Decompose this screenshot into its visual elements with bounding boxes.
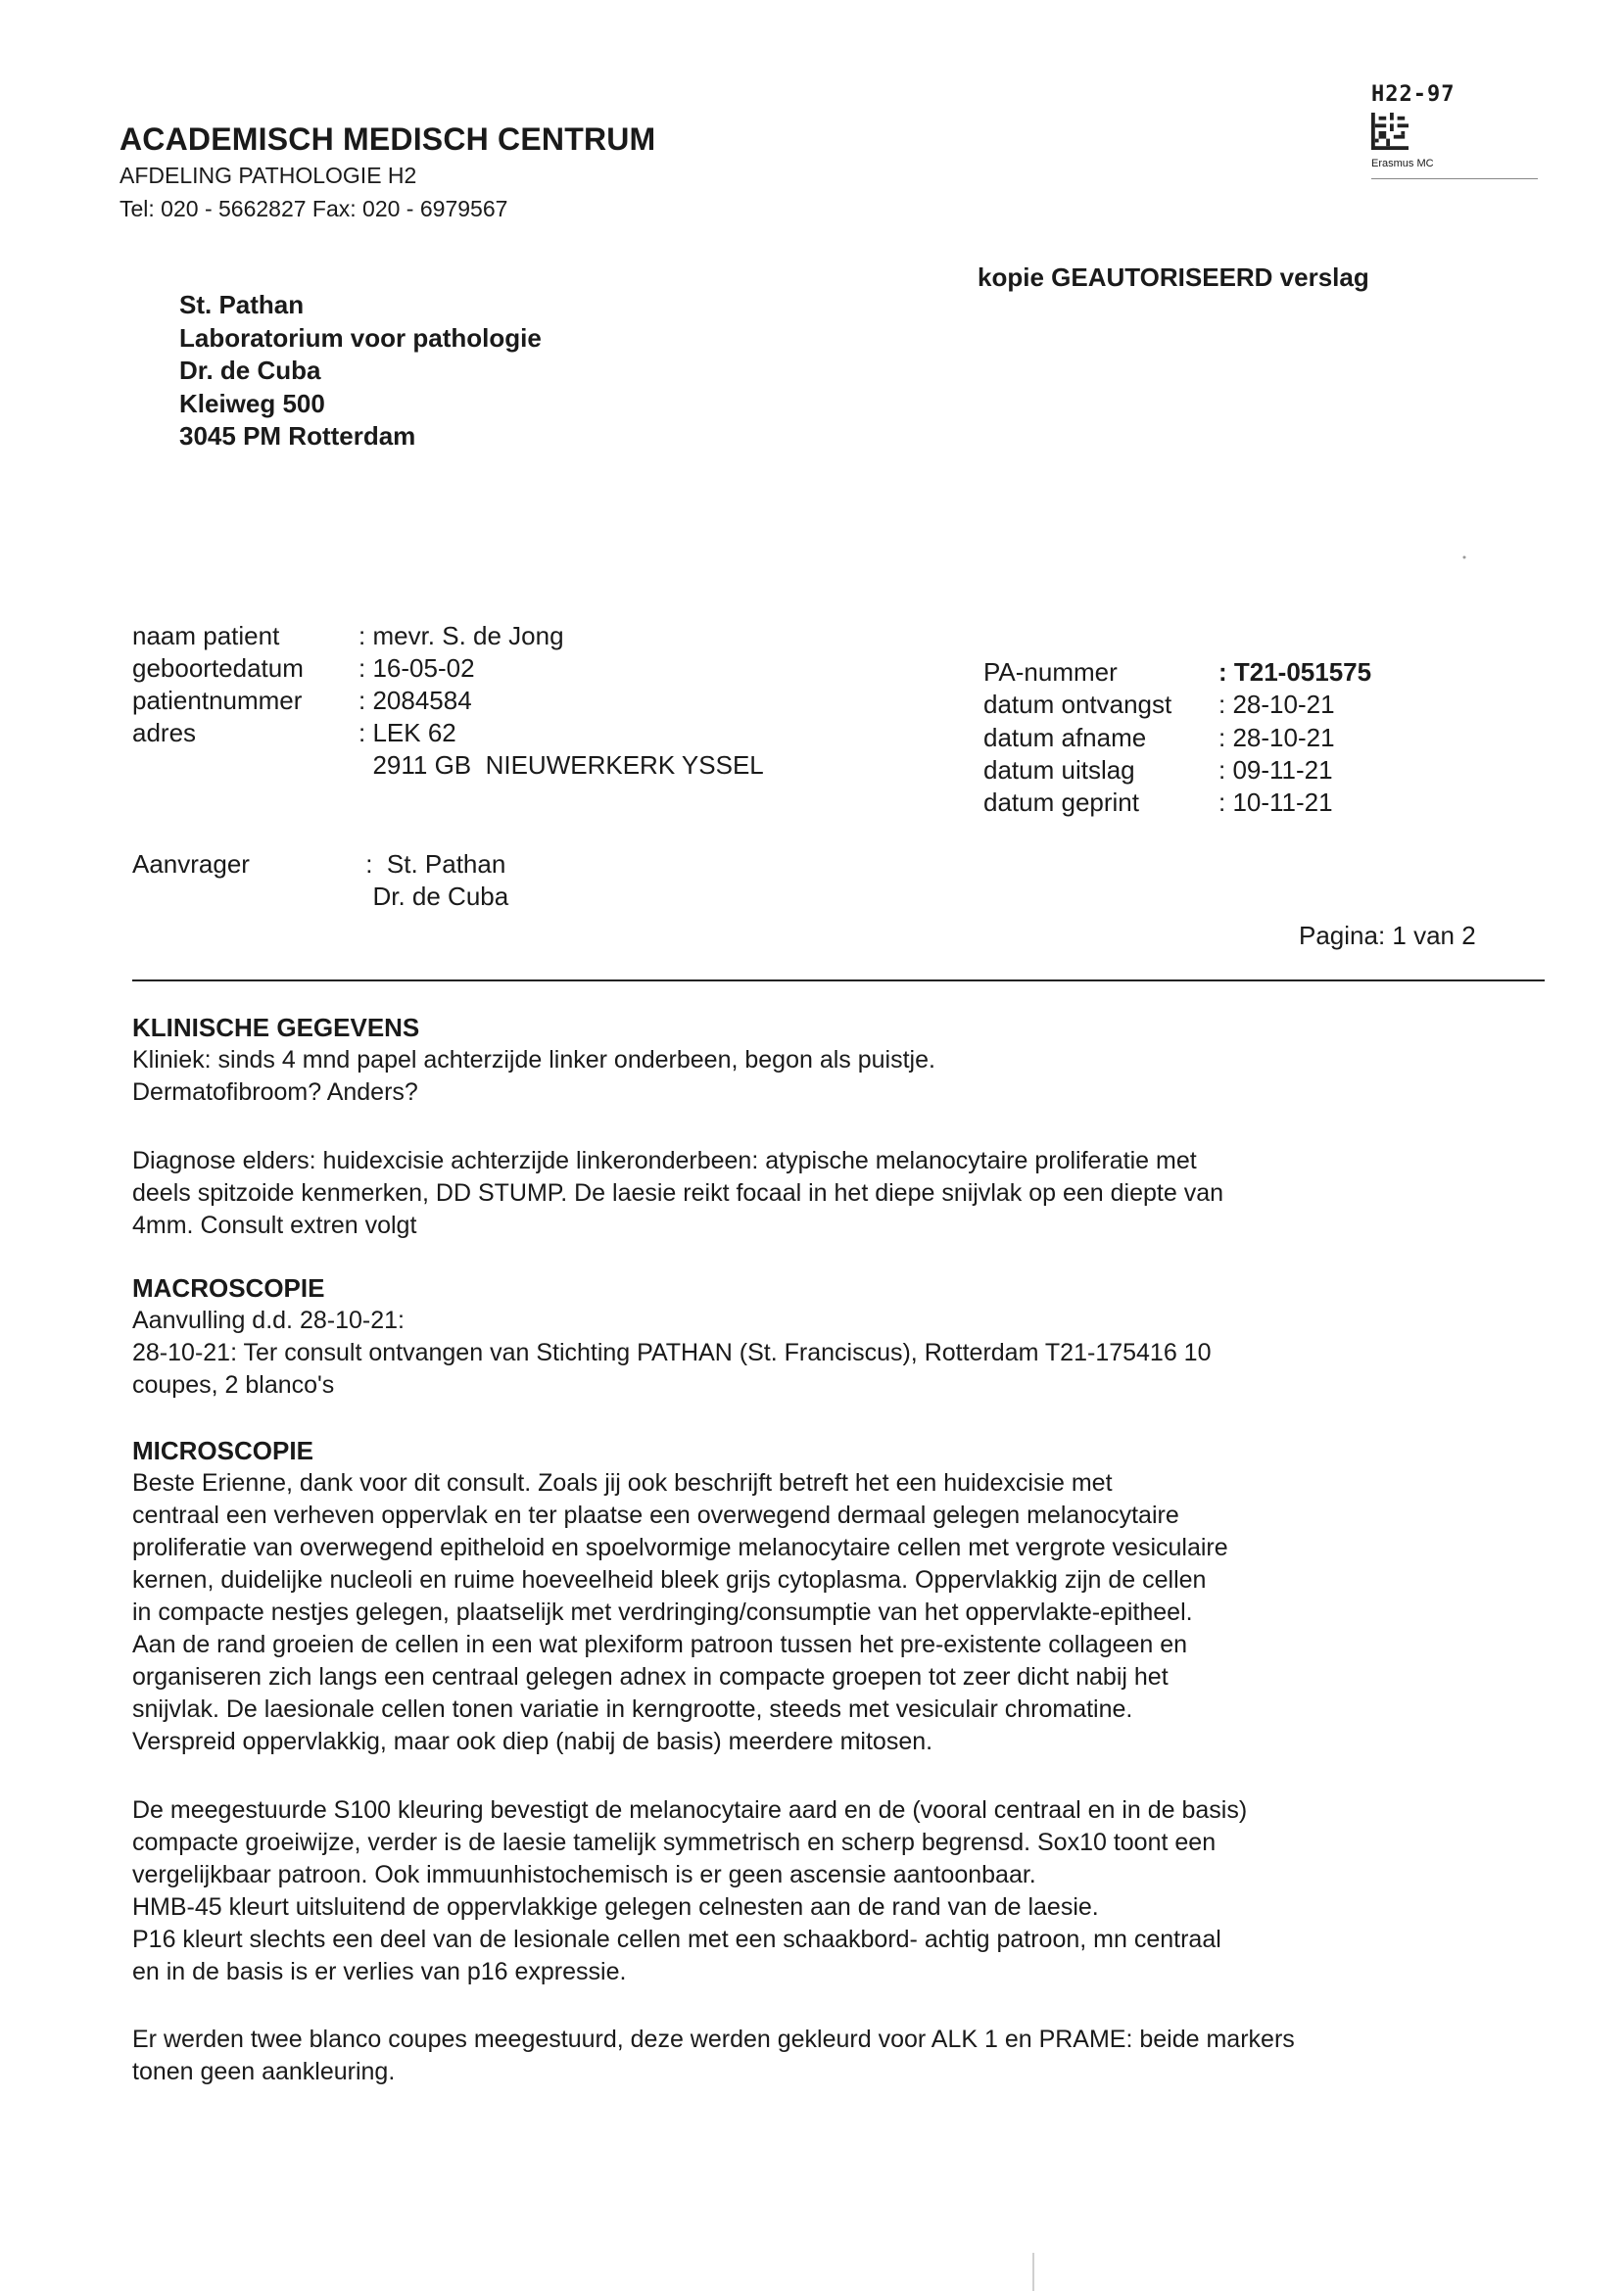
microscopy-text: Er werden twee blanco coupes meegestuurd, deze werden gekleurd voor ALK 1 en PRAME: beide markers tonen geen aankleuring. xyxy=(132,2026,1295,2085)
diagnosis-text: Diagnose elders: huidexcisie achterzijde linkeronderbeen: atypische melanocytaire proliferatie met deels spitzoide kenmerken, DD STUMP. De laesie reikt focaal in het diepe snijvlak op een diepte van 4mm. Consult extren volgt xyxy=(132,1147,1224,1239)
barcode-label: Erasmus MC xyxy=(1371,158,1434,169)
result-date-value: : 09-11-21 xyxy=(1218,755,1333,785)
barcode-divider xyxy=(1371,178,1538,179)
dob-value: : 16-05-02 xyxy=(358,653,475,683)
recipient-line: Dr. de Cuba xyxy=(179,356,321,385)
institution-name: ACADEMISCH MEDISCH CENTRUM xyxy=(119,121,656,157)
printed-date-value: : 10-11-21 xyxy=(1218,788,1333,817)
report-status: kopie GEAUTORISEERD verslag xyxy=(978,263,1369,292)
requester-value: : St. Pathan xyxy=(358,849,506,879)
result-date-label: datum uitslag xyxy=(983,755,1135,785)
header-divider xyxy=(132,979,1545,981)
barcode-sticker xyxy=(1371,82,1499,169)
address-value-line2: 2911 GB NIEUWERKERK YSSEL xyxy=(358,750,764,780)
macroscopy-heading: MACROSCOPIE xyxy=(132,1273,325,1303)
macroscopy-text: Aanvulling d.d. 28-10-21: 28-10-21: Ter consult ontvangen van Stichting PATHAN (St. Franciscus), Rotterdam T21-175416 10 coupes, 2 blanco's xyxy=(132,1307,1212,1399)
address-value: : LEK 62 xyxy=(358,718,456,747)
received-date-value: : 28-10-21 xyxy=(1218,690,1335,719)
microscopy-text: De meegestuurde S100 kleuring bevestigt de melanocytaire aard en de (vooral centraal en in de basis) compacte groeiwijze, verder is de laesie tamelijk symmetrisch en scherp begrensd. Sox10 toont een vergelijkbaar patroon. Ook immuunhistochemisch is er geen ascensie aantoonbaar. HMB-45 kleurt uitsluitend de oppervlakkige gelegen celnesten aan de rand van de laesie. P16 kleurt slechts een deel van de lesionale cellen met een schaakbord- achtig patroon, mn centraal en in de basis is er verlies van p16 expressie. xyxy=(132,1796,1248,1985)
pa-number-value: : T21-051575 xyxy=(1218,657,1372,687)
recipient-line: Laboratorium voor pathologie xyxy=(179,323,542,353)
scan-speck xyxy=(1461,554,1467,560)
department-name: AFDELING PATHOLOGIE H2 xyxy=(119,163,417,188)
clinical-text: Kliniek: sinds 4 mnd papel achterzijde linker onderbeen, begon als puistje. Dermatofibroom? Anders? xyxy=(132,1046,935,1106)
contact-info: Tel: 020 - 5662827 Fax: 020 - 6979567 xyxy=(119,196,508,221)
dob-label: geboortedatum xyxy=(132,653,304,683)
taken-date-value: : 28-10-21 xyxy=(1218,723,1335,752)
barcode-code: H22-97 xyxy=(1371,82,1456,107)
microscopy-heading: MICROSCOPIE xyxy=(132,1436,313,1465)
recipient-line: St. Pathan xyxy=(179,290,305,319)
patient-name-label: naam patient xyxy=(132,621,280,650)
patient-number-label: patientnummer xyxy=(132,686,303,715)
recipient-line: Kleiweg 500 xyxy=(179,389,325,418)
scan-artifact-line xyxy=(1030,2253,1036,2291)
recipient-line: 3045 PM Rotterdam xyxy=(179,421,416,451)
taken-date-label: datum afname xyxy=(983,723,1147,752)
printed-date-label: datum geprint xyxy=(983,788,1139,817)
requester-value-line2: Dr. de Cuba xyxy=(358,882,509,911)
page-indicator: Pagina: 1 van 2 xyxy=(1299,921,1476,950)
microscopy-text: Beste Erienne, dank voor dit consult. Zoals jij ook beschrijft betreft het een huidexcisie met centraal een verheven oppervlak en ter plaatse een overwegend dermaal gelegen melanocytaire proliferatie van overwegend epitheloid en spoelvormige melanocytaire cellen met vergrote vesiculaire kernen, duidelijke nucleoli en ruime hoeveelheid bleek grijs cytoplasma. Oppervlakkig zijn de cellen in compacte nestjes gelegen, plaatselijk met verdringing/consumptie van het oppervlakte-epitheel. Aan de rand groeien de cellen in een wat plexiform patroon tussen het pre-existente collageen en organiseren zich langs een centraal gelegen adnex in compacte groepen tot zeer dicht nabij het snijvlak. De laesionale cellen tonen variatie in kerngrootte, steeds met vesiculair chromatine. Verspreid oppervlakkig, maar ook diep (nabij de basis) meerdere mitosen. xyxy=(132,1469,1228,1755)
address-label: adres xyxy=(132,718,197,747)
requester-label: Aanvrager xyxy=(132,849,250,879)
patient-name-value: : mevr. S. de Jong xyxy=(358,621,564,650)
datamatrix-icon xyxy=(1371,113,1409,150)
received-date-label: datum ontvangst xyxy=(983,690,1172,719)
clinical-heading: KLINISCHE GEGEVENS xyxy=(132,1013,420,1042)
patient-number-value: : 2084584 xyxy=(358,686,472,715)
pa-number-label: PA-nummer xyxy=(983,657,1118,687)
